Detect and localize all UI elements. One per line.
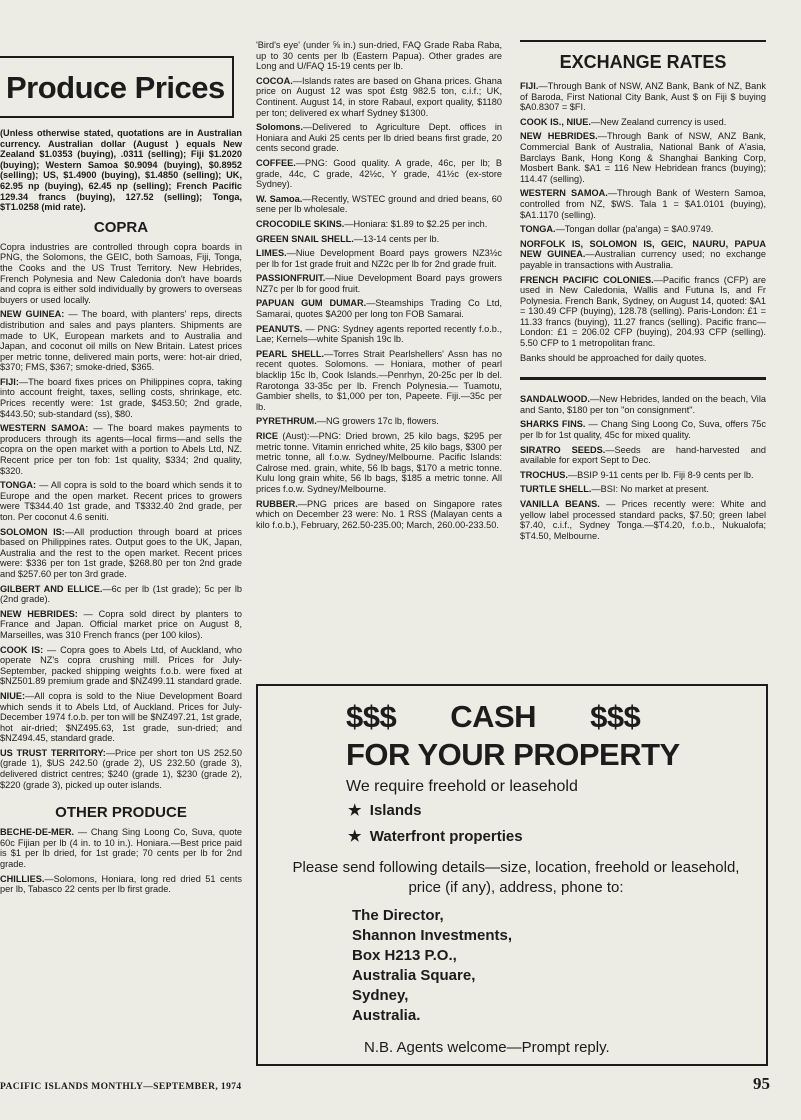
entry-keyword: CROCODILE SKINS.: [256, 218, 345, 229]
entry-text: (Aust):—PNG: Dried brown, 25 kilo bags, $295 per metric tonne. Vitamin enriched white, 25 kilo bags, $300 per metric tonne, all f.o.w. Sydney/Melbourne. Pacific Islands: Calrose med. grain, white, 56 lb bags, $170 a metric tonne. Kulu long grain white, 56 lb bags, $185 a metric tonne. All prices f.o.w. Sydney/Melbourne.: [256, 431, 502, 494]
ad-bullet-label: Islands: [369, 802, 422, 819]
price-entry: [0, 874, 242, 895]
entry-keyword: LIMES.: [256, 248, 287, 259]
ad-address-line: Australia Square,: [352, 967, 476, 984]
entry-text: —New Zealand currency is used.: [590, 116, 727, 127]
entry-keyword: PEARL SHELL.: [256, 348, 325, 359]
price-entry: [0, 827, 242, 869]
entry-keyword: COCOA.: [256, 75, 293, 86]
entry-keyword: NEW HEBRIDES:: [0, 608, 78, 619]
entry-text: —PNG: Good quality. A grade, 46c, per lb; B grade, 44c, C grade, 42½c, Y grade, 41½c (ex-store Sydney).: [256, 157, 502, 190]
ad-bullet-label: Waterfront properties: [369, 828, 523, 845]
column-other-produce: [256, 40, 502, 534]
price-entry: [256, 349, 502, 413]
ad-require-line: We require freehold or leasehold: [346, 778, 578, 795]
entry-text: —The board fixes prices on Philippines copra, taking into account freight, taxes, selling costs, shrinkage, etc. Prices recently were: 1st grade, $453.50; 2nd grade, $443.50; sub-standard (ss), $80.: [0, 376, 242, 419]
entry-keyword: COOK IS:: [0, 644, 44, 655]
entry-keyword: NIUE:: [0, 690, 26, 701]
price-entry: [0, 377, 242, 419]
entry-keyword: COOK IS., NIUE.: [520, 116, 591, 127]
entry-keyword: SHARKS FINS.: [520, 419, 586, 430]
entry-keyword: W. Samoa.: [256, 193, 303, 204]
entry-keyword: BECHE-DE-MER.: [0, 827, 75, 838]
entry-text: Banks should be approached for daily quotes.: [520, 352, 707, 363]
price-entry: [0, 645, 242, 687]
price-entry: [520, 131, 766, 184]
entry-text: —BSIP 9-11 cents per lb. Fiji 8-9 cents per lb.: [567, 469, 754, 480]
entry-keyword: PASSIONFRUIT.: [256, 273, 326, 284]
entry-text: —Honiara: $1.89 to $2.25 per inch.: [344, 218, 488, 229]
entry-keyword: PEANUTS.: [256, 323, 303, 334]
price-entry: [520, 445, 766, 466]
price-entry: [256, 324, 502, 345]
entry-text: —Through Bank of NSW, ANZ Bank, Commercial Bank of Australia, National Bank of A'asia, Barclays Bank, Hong Kong & Shanghai Banking Corp, Mosbert Bank. $A1 = 116 New Hebridean francs (buying); 114.47 (selling).: [520, 131, 766, 184]
entry-text: —Niue Development Board pays growers NZ3½c per lb for 1st grade fruit and NZ2c per lb for 2nd grade fruit.: [256, 248, 502, 269]
price-entry: [0, 527, 242, 580]
entry-text: —Delivered to Agriculture Dept. offices in Honiara and Auki 25 cents per lb dried beans first grade, 20 cents second grade.: [256, 122, 502, 154]
price-entry: [520, 275, 766, 349]
entry-text: —Recently, WSTEC ground and dried beans, 60 sene per lb wholesale.: [256, 193, 503, 215]
entry-text: — Prices recently were: White and yellow label processed standard packs, $7.50; green label $7.40, c.i.f., Sydney Tonga.—$T4.20, f.o.b., Nukualofa; $T4.50, Melbourne.: [520, 499, 766, 541]
entry-keyword: GILBERT AND ELLICE.: [0, 583, 103, 594]
ad-address-line: Australia.: [352, 1007, 421, 1024]
ad-dollar-signs: $$$: [346, 699, 397, 734]
entry-text: —All copra is sold to the Niue Development Board which sends it to Abels Ltd, of Auckland. Prices for July-December 1974 f.o.b. per ton will be $NZ497.21, 1st grade, hot air-dried; $NZ495.63, 1st grade, sun-dried; and $NZ494.45, standard grade.: [0, 690, 242, 744]
page-title: Produce Prices: [6, 70, 225, 105]
entry-keyword: FIJI.: [520, 81, 539, 91]
price-entry: [520, 117, 766, 128]
entry-keyword: SOLOMON IS:: [0, 526, 65, 537]
entry-keyword: US TRUST TERRITORY:: [0, 747, 106, 758]
price-entry: [520, 394, 766, 415]
entry-keyword: COFFEE.: [256, 157, 296, 168]
entry-keyword: RUBBER.: [256, 498, 298, 509]
entry-keyword: SANDALWOOD.: [520, 394, 590, 405]
exchange-rate-list: [520, 81, 766, 363]
price-entry: [256, 122, 502, 154]
price-entry: [256, 194, 502, 215]
price-entry: [520, 484, 766, 495]
ad-nb-line: N.B. Agents welcome—Prompt reply.: [364, 1039, 610, 1056]
entry-keyword: FRENCH PACIFIC COLONIES.: [520, 274, 654, 285]
entry-keyword: TONGA:: [0, 480, 37, 491]
page-footer: [0, 1074, 770, 1094]
copra-heading: COPRA: [93, 218, 149, 236]
entry-text: —New Hebrides, landed on the beach, Vila and Santo, $180 per ton "on consignment".: [520, 394, 766, 415]
price-entry: [256, 273, 502, 294]
ad-bullet-islands: [348, 798, 750, 824]
price-entry: [520, 188, 766, 220]
entry-text: — Copra goes to Abels Ltd, of Auckland, who operate NZ's copra crushing mill. Prices for July-September, packed shipping weights f.o.b. were fixed at $NZ501.89 premium grade and $NZ499.11 standard grade.: [0, 644, 242, 687]
entry-keyword: RICE: [256, 431, 278, 441]
price-entry: [520, 239, 766, 271]
other-produce-list: [0, 827, 242, 895]
price-entry: [0, 480, 242, 522]
ad-dollar-signs: $$$: [590, 699, 641, 734]
entry-text: —Torres Strait Pearlshellers' Assn has no recent quotes. Solomons. — Honiara, mother of pearl blacklip 15c lb, Cook Islands.—Penrhyn, 20-25c per lb del. Rarotonga 33-35c per lb. French Polynesia.— Tuamotu, Gambier shells, to $1,000 per ton, Papeete. Fiji.—35c per lb.: [256, 348, 502, 412]
entry-keyword: TROCHUS.: [520, 469, 568, 480]
entry-text: —PNG prices are based on Singapore rates which on December 23 were: No. 1 RSS (Malayan cents a kilo f.o.b.), February, 262.50-235.00; March, 260.00-233.50.: [256, 498, 502, 530]
ad-bullet-waterfront: [348, 824, 750, 850]
entry-text: —Seeds are hand-harvested and available for export Sept to Dec.: [520, 444, 766, 466]
entry-text: —Islands rates are based on Ghana prices. Ghana price on August 12 was spot £stg 982.5 ton, c.i.f.; UK, Continent. August 14, in store Rabaul, export quality, $1180 per ton; delivered ex wharf Sydney $1300.: [256, 75, 502, 118]
produce-entry-list-continued: [520, 394, 766, 541]
produce-entry-list: [256, 40, 502, 530]
price-entry: [0, 584, 242, 605]
price-entry: [256, 298, 502, 319]
star-icon: ★: [348, 802, 362, 819]
entry-text: —Australian currency used; no exchange payable in transactions with Australia.: [520, 249, 766, 270]
other-produce-heading: OTHER PRODUCE: [55, 804, 187, 822]
entry-text: — The board, with planters' reps, directs distribution and sales and pays planters. Shipments are made to UK, European markets and to Australia and Japan, and coconut oil mills on New Britain. Latest prices per metric tonne, delivered main ports, were: hot-air dried, $370; FMS, $367; smoke-dried, $365.: [0, 309, 242, 373]
price-entry: [256, 248, 502, 269]
property-advertisement: [256, 684, 768, 1066]
entry-keyword: TURTLE SHELL.: [520, 484, 592, 495]
entry-keyword: NORFOLK IS, SOLOMON IS, GEIC, NAURU, PAPUA NEW GUINEA.: [520, 238, 766, 260]
price-entry: [256, 431, 502, 495]
entry-text: 'Bird's eye' (under ⅝ in.) sun-dried, FAQ Grade Raba Raba, up to 30 cents per lb (Eastern Papua). Other grades are Long and U/FAQ 15-19 cents per lb.: [256, 40, 502, 72]
price-entry: [256, 76, 502, 118]
entry-text: —All production through board at prices based on Philippines rates. Output goes to the UK, Japan, Australia and the rest to the open market. Recent prices were: $336 per ton 1st grade, $268.80 per ton 2nd grade and $257.60 per ton 3rd grade.: [0, 526, 242, 579]
price-entry: [256, 416, 502, 427]
divider: [520, 40, 766, 42]
page-number: 95: [753, 1074, 770, 1093]
entry-keyword: Solomons.: [256, 122, 303, 133]
copra-intro: Copra industries are controlled through copra boards in PNG, the Solomons, the GEIC, both Samoas, Fiji, Tonga, the Cooks and the US Trust Territory. New Hebrides, French Polynesia and New Caledonia don't have boards and copra is either sold individually by growers to overseas buyers or used locally.: [0, 241, 242, 305]
price-entry: [256, 499, 502, 531]
entry-text: — All copra is sold to the board which sends it to Europe and the open market. Recent prices to growers were T$344.40 1st grade, and T$332.40 2nd grade, per ton. Per coconut 4.6 seniti.: [0, 480, 242, 522]
entry-keyword: TONGA.: [520, 224, 556, 235]
ad-send-details: Please send following details—size, location, freehold or leasehold, price (if any), address, phone to:: [292, 859, 740, 896]
ad-address-line: Box H213 P.O.,: [352, 947, 457, 964]
entry-text: —Niue Development Board pays growers NZ7c per lb for good fruit.: [256, 273, 502, 294]
entry-text: —NG growers 17c lb, flowers.: [316, 416, 439, 427]
entry-keyword: PAPUAN GUM DUMAR.: [256, 298, 367, 309]
entry-keyword: CHILLIES.: [0, 873, 45, 884]
currency-intro: (Unless otherwise stated, quotations are in Australian currency. Australian dollar (August ) equals New Zealand $1.0353 (buying), .0311 (selling); Fiji $1.2020 (buying); Western Samoa $0.9094 (buying), $0.8952 (selling); US, $1.4900 (buying), $1.4850 (selling); UK, 62.95 np (buying), 62.45 np (selling); French Pacific 129.34 francs (buying), 127.52 (selling); Tonga, $T1.0258 (mid rate).: [0, 128, 242, 213]
price-entry: [0, 423, 242, 476]
entry-text: —Through Bank of Western Samoa, controlled from NZ, $WS. Tala 1 = $A1.0101 (buying), $A1.1170 (selling).: [520, 188, 766, 220]
entry-text: — Chang Sing Loong Co, Suva, quote 60c Fijian per lb (4 in. to 10 in.). Honiara.—Best price paid is $1 per lb dried, for 1st grade; 70 cents per lb for 2nd grade.: [0, 827, 242, 870]
entry-keyword: PYRETHRUM.: [256, 416, 317, 427]
entry-text: — Chang Sing Loong Co, Suva, offers 75c per lb for 1st quality, 45c for mixed quality.: [520, 419, 766, 441]
ad-cash-line: [346, 698, 750, 736]
ad-address-line: Sydney,: [352, 987, 409, 1004]
price-entry: [0, 309, 242, 373]
entry-text: —BSI: No market at present.: [591, 484, 709, 495]
price-entry: [0, 748, 242, 790]
entry-keyword: SIRATRO SEEDS.: [520, 444, 606, 455]
copra-entry-list: [0, 309, 242, 790]
entry-keyword: GREEN SNAIL SHELL.: [256, 233, 354, 244]
entry-text: —Tongan dollar (pa'anga) = $A0.9749.: [555, 224, 714, 235]
price-entry: [256, 40, 502, 72]
price-entry: [520, 470, 766, 481]
price-entry: [256, 219, 502, 230]
title-box: [0, 56, 234, 118]
entry-text: —Price per short ton US 252.50 (grade 1), $US 242.50 (grade 2), US 232.50 (grade 3), delivered district centres; $240 (grade 1), $230 (grade 2), $220 (grade 3), picked up outer islands.: [0, 747, 242, 790]
entry-keyword: NEW GUINEA:: [0, 309, 65, 320]
entry-keyword: WESTERN SAMOA.: [520, 188, 608, 199]
price-entry: [0, 691, 242, 744]
entry-keyword: VANILLA BEANS.: [520, 499, 600, 509]
divider: [520, 377, 766, 380]
footer-publication: PACIFIC ISLANDS MONTHLY—SEPTEMBER, 1974: [0, 1082, 242, 1092]
entry-text: —Through Bank of NSW, ANZ Bank, Bank of NZ, Bank of Baroda, First National City Bank, Aust $ on Fiji $ buying $A0.8307 = $FI.: [520, 81, 766, 113]
ad-address: [352, 906, 750, 1026]
entry-text: — The board makes payments to producers through its agents—local firms—and sells the copra on the open market with a portion to Abels Ltd, NZ. Recent price per ton fob: 1st quality, $334; 2nd quality, $320.: [0, 423, 242, 476]
price-entry: [256, 158, 502, 190]
ad-headline: FOR YOUR PROPERTY: [346, 737, 680, 772]
entry-text: —Pacific francs (CFP) are used in New Caledonia, Wallis and Futuna Is, and Fr Polynesia. French Bank, Sydney, on August 14, quoted: $A1 = 130.49 CFP (buying), 128.78 (selling). Paris-London: £1 = 11.33 francs (buying), 11.27 francs (selling). Pacific franc—London: £1 = 206.02 CFP (buying), 204.93 CFP (selling). 5.50 CFP to 1 metropolitan franc.: [520, 274, 766, 349]
star-icon: ★: [348, 828, 362, 845]
column-exchange-rates: [520, 40, 766, 545]
entry-text: —Steamships Trading Co Ltd, Samarai, quotes $A200 per long ton FOB Samarai.: [256, 298, 502, 320]
price-entry: [520, 353, 766, 364]
entry-text: —13-14 cents per lb.: [353, 233, 440, 244]
entry-keyword: FIJI:: [0, 376, 19, 387]
price-entry: [520, 499, 766, 541]
entry-text: —Solomons, Honiara, long red dried 51 cents per lb, Tabasco 22 cents per lb first grade.: [0, 873, 242, 895]
ad-address-line: The Director,: [352, 907, 444, 924]
entry-text: — PNG: Sydney agents reported recently f.o.b., Lae; Kernels—white Spanish 19c lb.: [256, 323, 502, 345]
price-entry: [520, 419, 766, 440]
price-entry: [520, 224, 766, 235]
price-entry: [0, 609, 242, 641]
ad-cash-word: CASH: [450, 699, 537, 734]
entry-keyword: WESTERN SAMOA:: [0, 423, 89, 434]
price-entry: [256, 234, 502, 245]
entry-keyword: NEW HEBRIDES.: [520, 131, 598, 142]
price-entry: [520, 81, 766, 113]
entry-text: — Copra sold direct by planters to France and Japan. Official market price on August 8, Marseilles, was 310 French francs (per 100 kilos).: [0, 608, 242, 640]
entry-text: —6c per lb (1st grade); 5c per lb (2nd grade).: [0, 583, 243, 605]
column-produce-prices: [0, 40, 242, 899]
exchange-rates-heading: EXCHANGE RATES: [559, 52, 727, 72]
ad-address-line: Shannon Investments,: [352, 927, 513, 944]
